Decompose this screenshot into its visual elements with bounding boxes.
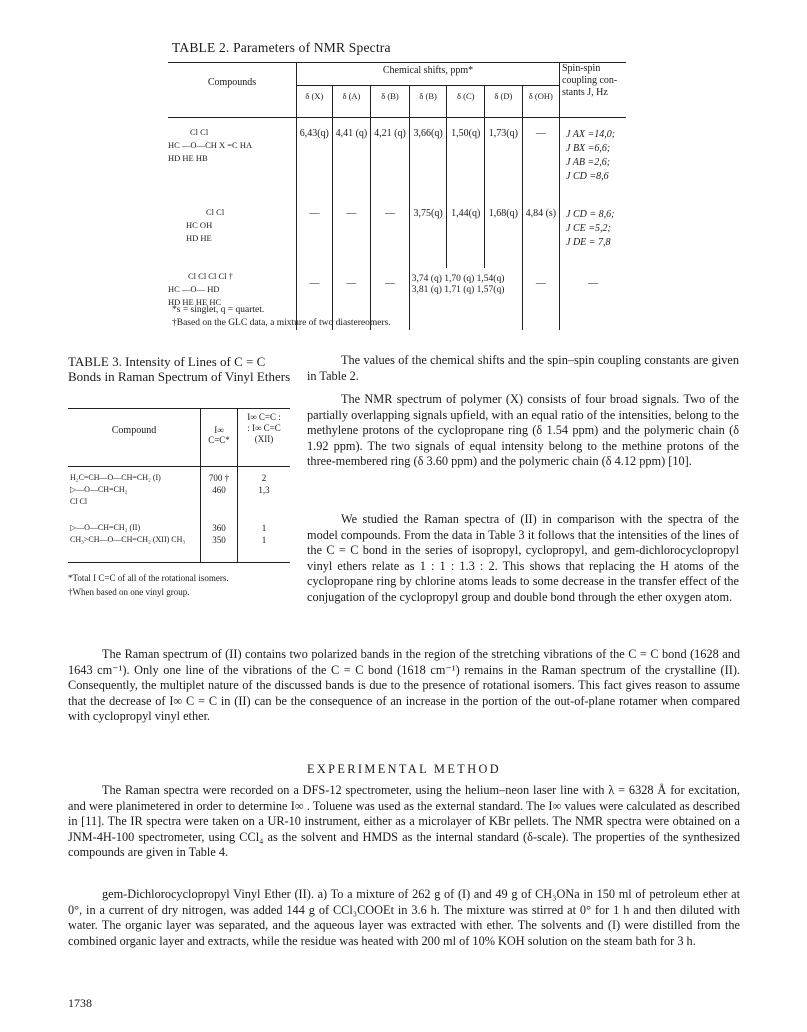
sub-header-d: δ (D) — [485, 85, 523, 118]
table2 — [168, 62, 626, 330]
table3-footnote-1: *Total I C=C of all of the rotational isomers. — [68, 573, 229, 583]
table3-header-ratio: I∞ C=C : : I∞ C=C (XII) — [238, 409, 291, 467]
diastereomer-values: 3,74 (q) 1,70 (q) 1,54(q) 3,81 (q) 1,71 (q) 1,57(q) — [409, 268, 522, 330]
table2-footnote-1: *s = singlet, q = quartet. — [172, 305, 265, 315]
table3-footnote-2: †When based on one vinyl group. — [68, 587, 190, 597]
paragraph-synthesis: gem-Dichlorocyclopropyl Vinyl Ether (II). a) To a mixture of 262 g of (I) and 49 g of CH₃ONa in 150 ml of petroleum ether at 0°, in a current of dry nitrogen, was added 144 g of CCl₃COOEt in 3.6 h. The mixture was stirred at 0° for 1 h and then diluted with water. The organic layer was separated, and the aqueous layer was extracted with ether. The solvents and (I) were distilled from the combined organic layer and extracts, while the residue was heated with 200 ml of 10% KOH solution on the steam bath for 3 h. — [68, 887, 740, 948]
sub-header-b: δ (B) — [371, 85, 410, 118]
coupling-header-line2: coupling con- — [562, 75, 618, 86]
sub-header-c: δ (C) — [447, 85, 485, 118]
table-row: CH₃>CH—O—CH=CH₂ (XII) CH₃ 350 1 — [68, 534, 290, 563]
coupling-values: J AX =14,0; J BX =6,6; J AB =2,6; J CD =8,6 — [560, 118, 627, 201]
molecule-structure: Cl Cl HC —O—CH X =C HA HD HE HB — [168, 127, 253, 163]
coupling-header-line3: stants J, Hz — [562, 87, 608, 98]
table3-header-intensity: I∞ C=C* — [201, 409, 238, 467]
table2-header-compounds: Compounds — [168, 63, 297, 118]
section-heading: EXPERIMENTAL METHOD — [306, 762, 502, 776]
table3 — [68, 408, 290, 563]
paragraph-experimental: The Raman spectra were recorded on a DFS-12 spectrometer, using the helium–neon laser line with λ = 6328 Å for excitation, and were planimetered in order to determine I∞ . Toluene was used as the external standard. The I∞ values were calculated as described in [11]. The IR spectra were taken on a UR-10 instrument, either as a microlayer of KBr pellets. The NMR spectra were obtained on a JNM-4H-100 spectrometer, using CCl₄ as the solvent and HMDS as the internal standard (δ-scale). The properties of the synthesized compounds are given in Table 4. — [68, 783, 740, 860]
table2-header-coupling — [560, 63, 627, 118]
sub-header-a: δ (A) — [332, 85, 371, 118]
sub-header-b2: δ (B) — [409, 85, 447, 118]
coupling-values: J CD = 8,6; J CE =5,2; J DE = 7,8 — [560, 200, 627, 268]
table-row: Cl Cl HC —O—CH X =C HA HD HE HB 6,43(q) 4,41 (q) 4,21 (q) 3,66(q) 1,50(q) 1,73(q) — J AX =14,0; J BX =6,6; J AB =2,6; J CD =8,6 — [168, 118, 626, 201]
coupling-header-line1: Spin-spin — [562, 63, 601, 74]
paragraph-raman-study: We studied the Raman spectra of (II) in comparison with the spectra of the model compounds. From the data in Table 3 it follows that the intensities of the lines of the C = C bond in the series of isopropyl, cyclopropyl, and gem-dichlorocyclopropyl vinyl ethers relate as 1 : 1 : 1.3 : 2. This shows that replacing the H atoms of the cyclopropane ring by chlorine atoms leads to some decrease in the transfer effect of the conjugation of the cyclopropyl group and double bond through the ether oxygen atom. — [307, 512, 739, 604]
table-row: ▷—O—CH=CH₂ (II) 360 1 — [68, 522, 290, 534]
table-row: H₂C=CH—O—CH=CH₂ (I) 700 † 2 — [68, 467, 290, 485]
table3-caption: TABLE 3. Intensity of Lines of C = C Bonds in Raman Spectrum of Vinyl Ethers — [68, 354, 291, 384]
paragraph-raman-spectrum: The Raman spectrum of (II) contains two polarized bands in the region of the stretching vibrations of the C = C bond (1628 and 1643 cm⁻¹). Only one line of the vibrations of the C = C bond (1618 cm⁻¹) remains in the Raman spectrum of the crystalline (II). Consequently, the multiplet nature of the discussed bands is due to the presence of rotational isomers. This fact gives reason to assume that the decrease of I∞ C = C in (II) can be the consequence of an increase in the portion of the out-of-plane rotamer when compared with cyclopropyl vinyl ether. — [68, 647, 740, 724]
molecule-structure: Cl Cl Cl Cl † HC —O— HD HD HE HE HC — [168, 271, 233, 307]
table2-header-chemical-shifts: Chemical shifts, ppm* — [297, 63, 560, 86]
table3-header-compound: Compound — [68, 409, 201, 467]
sub-header-oh: δ (OH) — [522, 85, 559, 118]
molecule-structure: Cl Cl HC OH HD HE — [186, 207, 225, 243]
sub-header-x: δ (X) — [297, 85, 333, 118]
table-row: Cl Cl Cl Cl † HC —O— HD HD HE HE HC — — — 3,74 (q) 1,70 (q) 1,54(q) 3,81 (q) 1,71 (q) 1,57(q) — — — [168, 268, 626, 330]
table2-caption: TABLE 2. Parameters of NMR Spectra — [172, 40, 391, 55]
table-row: Cl Cl — [68, 496, 290, 522]
paragraph-nmr-polymer: The NMR spectrum of polymer (X) consists of four broad signals. Two of the partially overlapping signals upfield, with an equal ratio of the intensities, belong to the methylene protons of the cyclopropane ring (δ 1.54 ppm) and the polymeric chain (δ 1.92 ppm). The two signals of equal intensity belong to the methine protons of the three-membered ring (δ 3.60 ppm) and the polymeric chain (δ 4.12 ppm) [10]. — [307, 392, 739, 469]
table-row: ▷—O—CH=CH₂ 460 1,3 — [68, 484, 290, 496]
table-row: Cl Cl HC OH HD HE — — — 3,75(q) 1,44(q) 1,68(q) 4,84 (s) J CD = 8,6; J CE =5,2; J DE = 7,8 — [168, 200, 626, 268]
paragraph-coupling-constants: The values of the chemical shifts and the spin–spin coupling constants are given in Table 2. — [307, 353, 739, 383]
table2-footnote-2: †Based on the GLC data, a mixture of two diastereomers. — [172, 318, 391, 328]
page-number: 1738 — [68, 996, 92, 1010]
